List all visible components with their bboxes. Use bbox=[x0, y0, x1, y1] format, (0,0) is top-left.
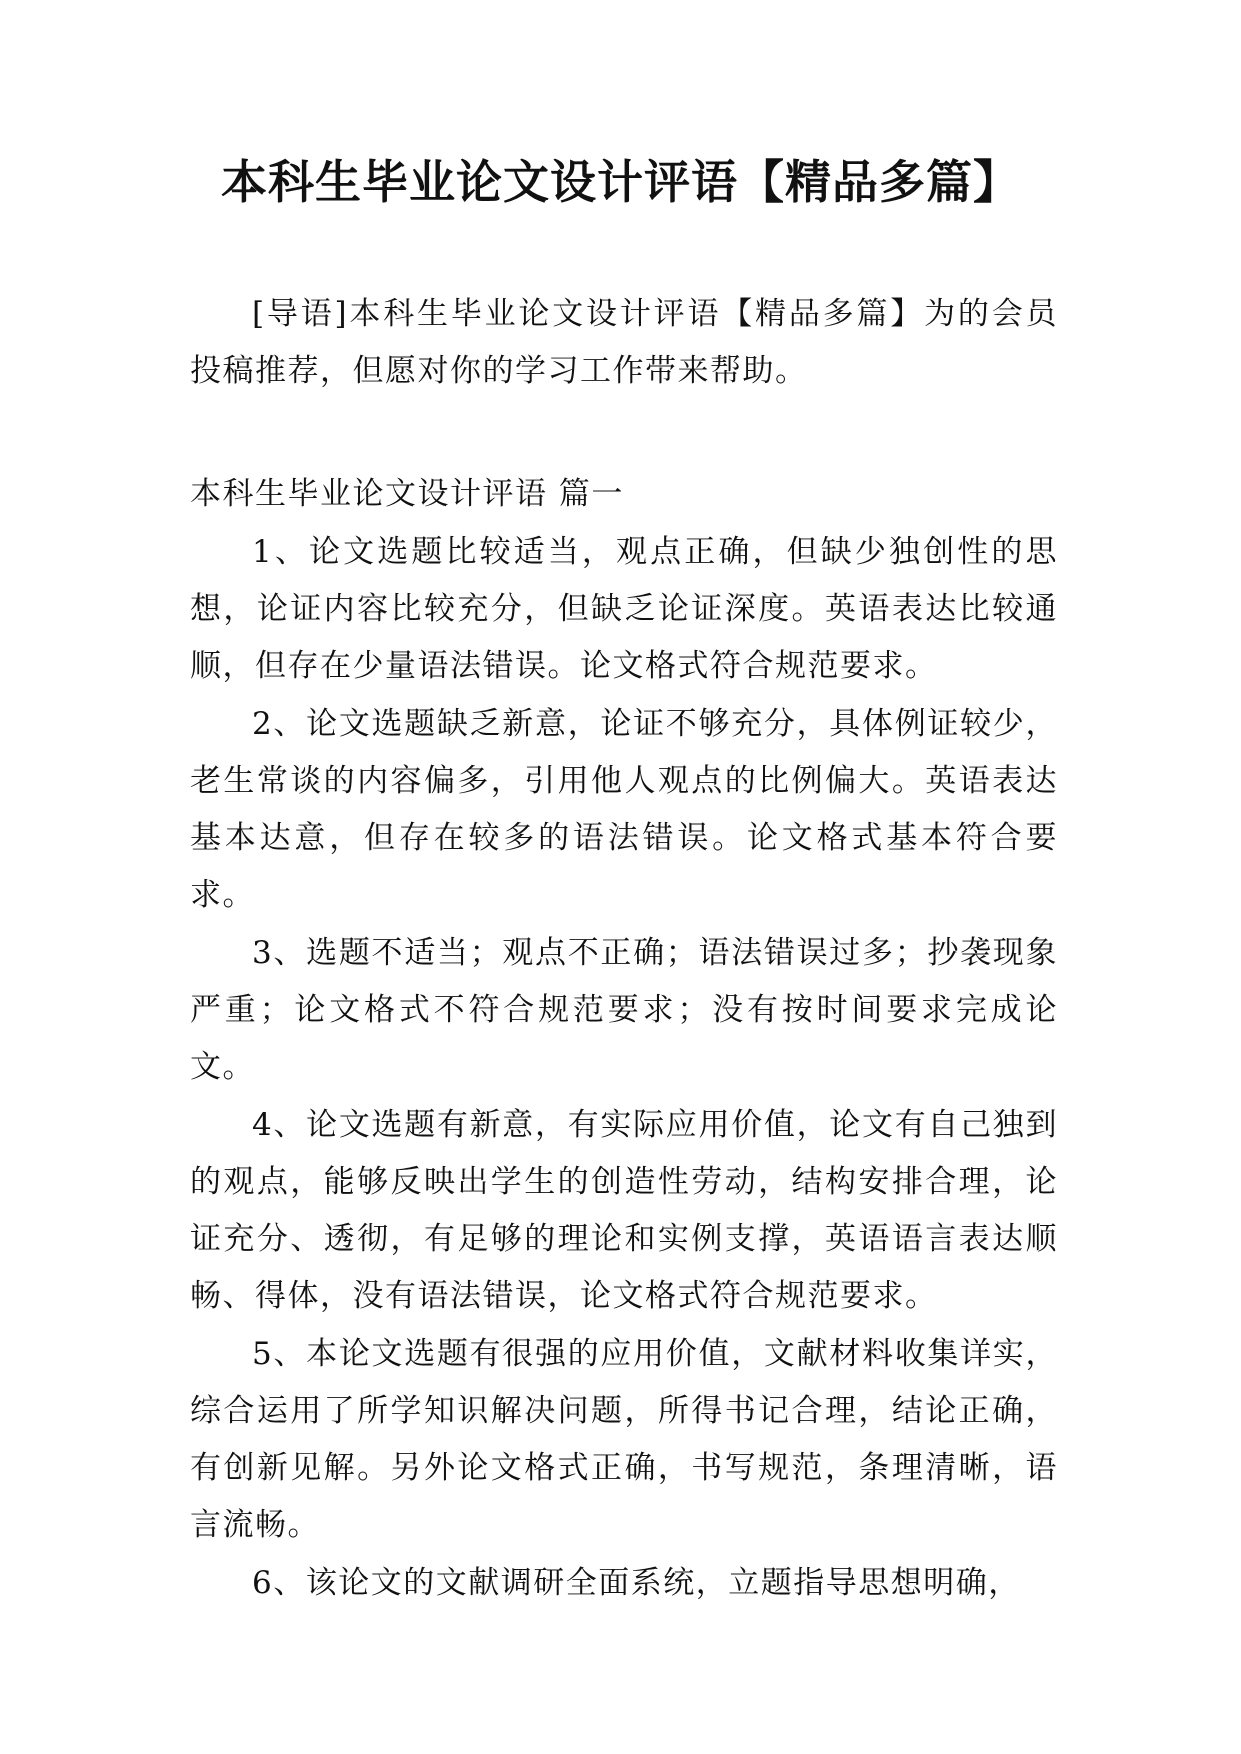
comment-item-1: 1、论文选题比较适当，观点正确，但缺少独创性的思想，论证内容比较充分，但缺乏论证深度。英语表达比较通顺，但存在少量语法错误。论文格式符合规范要求。 bbox=[190, 534, 1058, 684]
comment-item-5: 5、本论文选题有很强的应用价值，文献材料收集详实，综合运用了所学知识解决问题，所得书记合理，结论正确，有创新见解。另外论文格式正确，书写规范，条理清晰，语言流畅。 bbox=[190, 1336, 1058, 1543]
comment-item-4: 4、论文选题有新意，有实际应用价值，论文有自己独到的观点，能够反映出学生的创造性劳动，结构安排合理，论证充分、透彻，有足够的理论和实例支撑，英语语言表达顺畅、得体，没有语法错误，论文格式符合规范要求。 bbox=[190, 1107, 1058, 1314]
comment-item-2: 2、论文选题缺乏新意，论证不够充分，具体例证较少，老生常谈的内容偏多，引用他人观点的比例偏大。英语表达基本达意，但存在较多的语法错误。论文格式基本符合要求。 bbox=[190, 706, 1058, 913]
comment-item-6: 6、该论文的文献调研全面系统，立题指导思想明确， bbox=[252, 1565, 1021, 1601]
document-title: 本科生毕业论文设计评语【精品多篇】 bbox=[221, 155, 1020, 209]
comment-item-3: 3、选题不适当；观点不正确；语法错误过多；抄袭现象严重；论文格式不符合规范要求；没有按时间要求完成论文。 bbox=[190, 935, 1058, 1085]
intro-paragraph: [导语]本科生毕业论文设计评语【精品多篇】为的会员投稿推荐，但愿对你的学习工作带来帮助。 bbox=[190, 296, 1058, 389]
document-content bbox=[190, 466, 1058, 1613]
section-heading: 本科生毕业论文设计评语 篇一 bbox=[190, 476, 624, 512]
